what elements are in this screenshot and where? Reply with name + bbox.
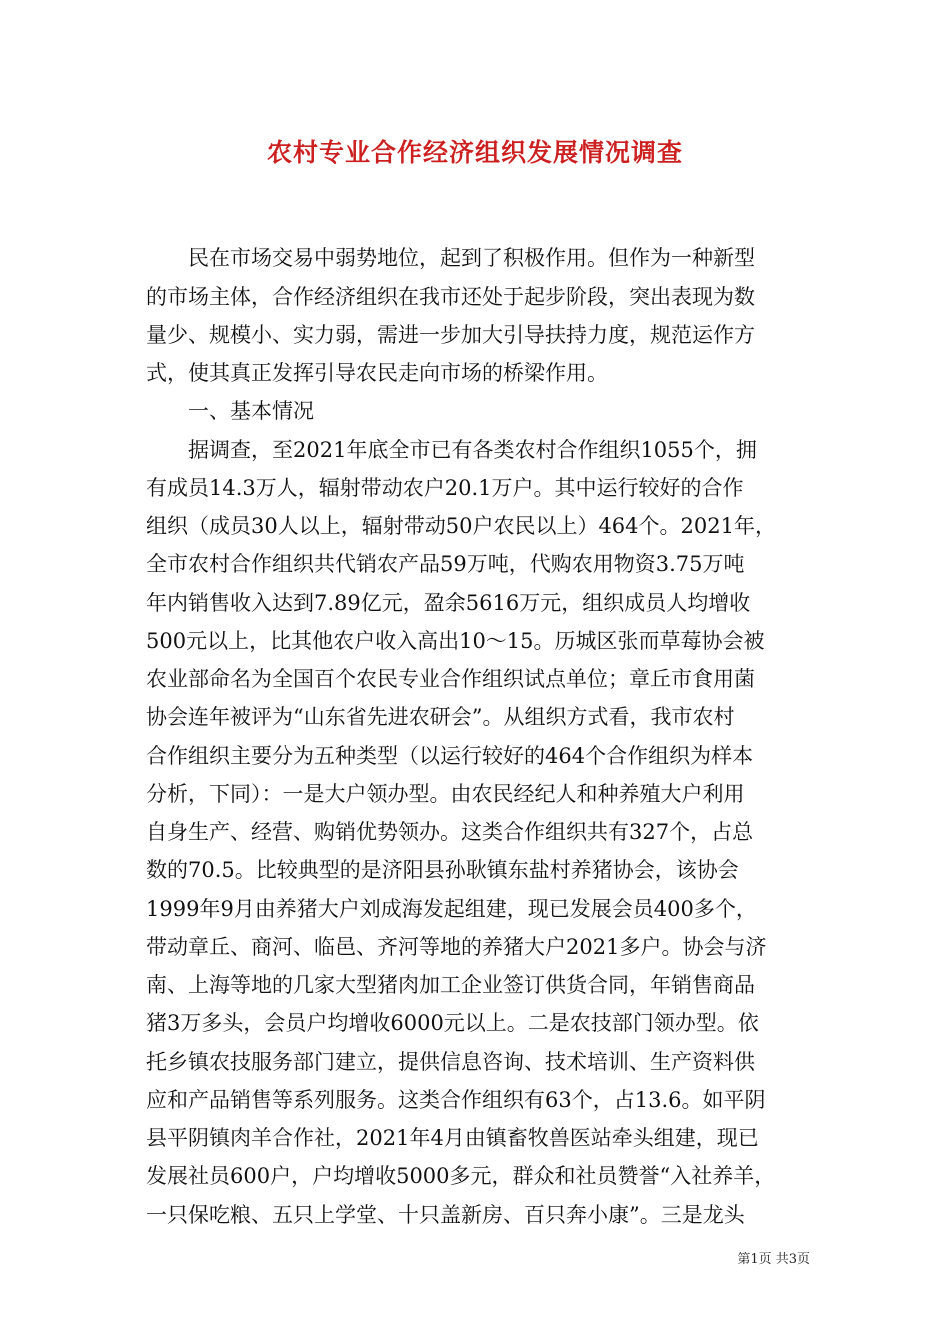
body-line: 农业部命名为全国百个农民专业合作组织试点单位；章丘市食用菌 xyxy=(146,667,755,691)
body-line: 数的70.5。比较典型的是济阳县孙耿镇东盐村养猪协会，该协会 xyxy=(146,858,739,882)
body-line: 分析，下同）：一是大户领办型。由农民经纪人和种养殖大户利用 xyxy=(146,782,745,806)
body-line: 县平阴镇肉羊合作社，2021年4月由镇畜牧兽医站牵头组建，现已 xyxy=(146,1126,759,1150)
page-number: 第1页 共3页 xyxy=(737,1252,810,1267)
body-line: 协会连年被评为“山东省先进农研会”。从组织方式看，我市农村 xyxy=(146,705,735,729)
body-line: 发展社员600户，户均增收5000多元，群众和社员赞誉“入社养羊， xyxy=(146,1164,776,1188)
body-line: 量少、规模小、实力弱，需进一步加大引导扶持力度，规范运作方 xyxy=(146,323,755,347)
body-line: 500元以上，比其他农户收入高出10～15。历城区张而草莓协会被 xyxy=(146,629,765,653)
body-line: 式，使其真正发挥引导农民走向市场的桥梁作用。 xyxy=(146,361,608,385)
body-line: 猪3万多头，会员户均增收6000元以上。二是农技部门领办型。依 xyxy=(146,1011,759,1035)
body-line: 一只保吃粮、五只上学堂、十只盖新房、百只奔小康”。三是龙头 xyxy=(146,1203,745,1227)
body-line: 托乡镇农技服务部门建立，提供信息咨询、技术培训、生产资料供 xyxy=(146,1050,755,1074)
document-title: 农村专业合作经济组织发展情况调查 xyxy=(266,138,683,167)
body-line: 有成员14.3万人，辐射带动农户20.1万户。其中运行较好的合作 xyxy=(146,476,744,500)
body-line: 1999年9月由养猪大户刘成海发起组建，现已发展会员400多个， xyxy=(146,897,757,921)
body-line: 带动章丘、商河、临邑、齐河等地的养猪大户2021多户。协会与济 xyxy=(146,935,767,959)
body-line: 的市场主体，合作经济组织在我市还处于起步阶段，突出表现为数 xyxy=(146,285,755,309)
section-heading: 一、基本情况 xyxy=(146,399,314,423)
body-line: 应和产品销售等系列服务。这类合作组织有63个，占13.6。如平阴 xyxy=(146,1088,766,1112)
body-line: 年内销售收入达到7.89亿元，盈余5616万元，组织成员人均增收 xyxy=(146,591,751,615)
body-line: 南、上海等地的几家大型猪肉加工企业签订供货合同，年销售商品 xyxy=(146,973,755,997)
body-line: 自身生产、经营、购销优势领办。这类合作组织共有327个，占总 xyxy=(146,820,754,844)
body-line: 组织（成员30人以上，辐射带动50户农民以上）464个。2021年， xyxy=(146,514,776,538)
body-line: 民在市场交易中弱势地位，起到了积极作用。但作为一种新型 xyxy=(146,246,755,270)
body-line: 全市农村合作组织共代销农产品59万吨，代购农用物资3.75万吨 xyxy=(146,552,745,576)
body-line: 据调查，至2021年底全市已有各类农村合作组织1055个，拥 xyxy=(146,438,757,462)
body-line: 合作组织主要分为五种类型（以运行较好的464个合作组织为样本 xyxy=(146,744,754,768)
